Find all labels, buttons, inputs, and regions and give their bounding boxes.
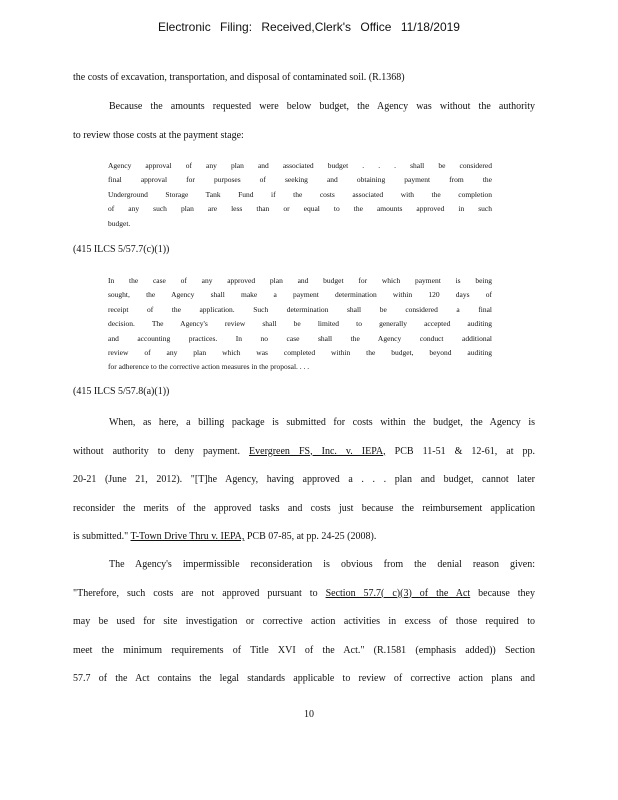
body-line: meet the minimum requirements of Title XVI of the Act." (R.1581 (emphasis added)) Section xyxy=(73,644,535,656)
body-text: without authority to deny payment. xyxy=(73,445,240,457)
statute-citation-2: (415 ILCS 5/57.8(a)(1)) xyxy=(73,386,170,397)
quote-line: budget. xyxy=(108,218,131,228)
body-text: is submitted." xyxy=(73,531,129,542)
body-line: Because the amounts requested were below budget, the Agency was without the authority xyxy=(109,101,535,112)
body-line: may be used for site investigation or corrective action activities in excess of those required to xyxy=(73,616,535,627)
quote-line: final approval for purposes of seeking and obtaining payment from the xyxy=(108,175,492,185)
body-line: reconsider the merits of the approved tasks and costs just because the reimbursement application xyxy=(73,502,535,514)
case-citation: Evergreen FS, Inc. v. IEPA, xyxy=(249,445,386,457)
body-line: the costs of excavation, transportation, and disposal of contaminated soil. (R.1368) xyxy=(73,72,405,83)
body-line xyxy=(73,438,535,467)
quote-line: for adherence to the corrective action measures in the proposal. . . . xyxy=(108,362,310,372)
body-text: because they xyxy=(478,587,535,599)
block-quote-2 xyxy=(108,274,492,375)
paragraph-4 xyxy=(73,551,535,694)
paragraph-1 xyxy=(73,64,535,93)
statute-reference: Section 57.7( c)(3) of the Act xyxy=(325,587,471,599)
quote-line: receipt of the application. Such determination shall be considered a final xyxy=(108,304,492,314)
page-number: 10 xyxy=(304,709,314,720)
quote-line: decision. The Agency's review shall be limited to generally accepted auditing xyxy=(108,319,492,329)
body-text: PCB 07-85, at pp. 24-25 (2008). xyxy=(246,531,377,542)
quote-line: and accounting practices. In no case shall the Agency conduct additional xyxy=(108,333,492,343)
quote-line: Underground Storage Tank Fund if the costs associated with the completion xyxy=(108,189,492,199)
block-quote-1 xyxy=(108,159,492,231)
quote-line: In the case of any approved plan and budget for which payment is being xyxy=(108,276,492,285)
paragraph-2 xyxy=(73,93,535,150)
body-line xyxy=(73,580,535,609)
quote-line: of any such plan are less than or equal to the amounts approved in such xyxy=(108,204,492,214)
body-line xyxy=(73,523,535,552)
statute-citation-1: (415 ILCS 5/57.7(c)(1)) xyxy=(73,244,170,255)
body-line: 57.7 of the Act contains the legal standards applicable to review of corrective action plans and xyxy=(73,673,535,684)
case-citation: T-Town Drive Thru v. IEPA, xyxy=(130,531,245,542)
quote-line: review of any plan which was completed within the budget, beyond auditing xyxy=(108,348,492,358)
filing-header: Electronic Filing: Received,Clerk's Office 11/18/2019 xyxy=(158,20,460,34)
quote-line: sought, the Agency shall make a payment determination within 120 days of xyxy=(108,290,492,300)
paragraph-3 xyxy=(73,409,535,552)
quote-line: Agency approval of any plan and associated budget . . . shall be considered xyxy=(108,161,492,170)
body-line: When, as here, a billing package is submitted for costs within the budget, the Agency is xyxy=(109,417,535,428)
body-line: The Agency's impermissible reconsideration is obvious from the denial reason given: xyxy=(109,559,535,570)
body-text: PCB 11-51 & 12-61, at pp. xyxy=(394,445,536,457)
body-text: "Therefore, such costs are not approved pursuant to xyxy=(73,587,318,599)
body-line: to review those costs at the payment stage: xyxy=(73,129,244,141)
body-line: 20-21 (June 21, 2012). "[T]he Agency, having approved a . . . plan and budget, cannot later xyxy=(73,474,535,485)
